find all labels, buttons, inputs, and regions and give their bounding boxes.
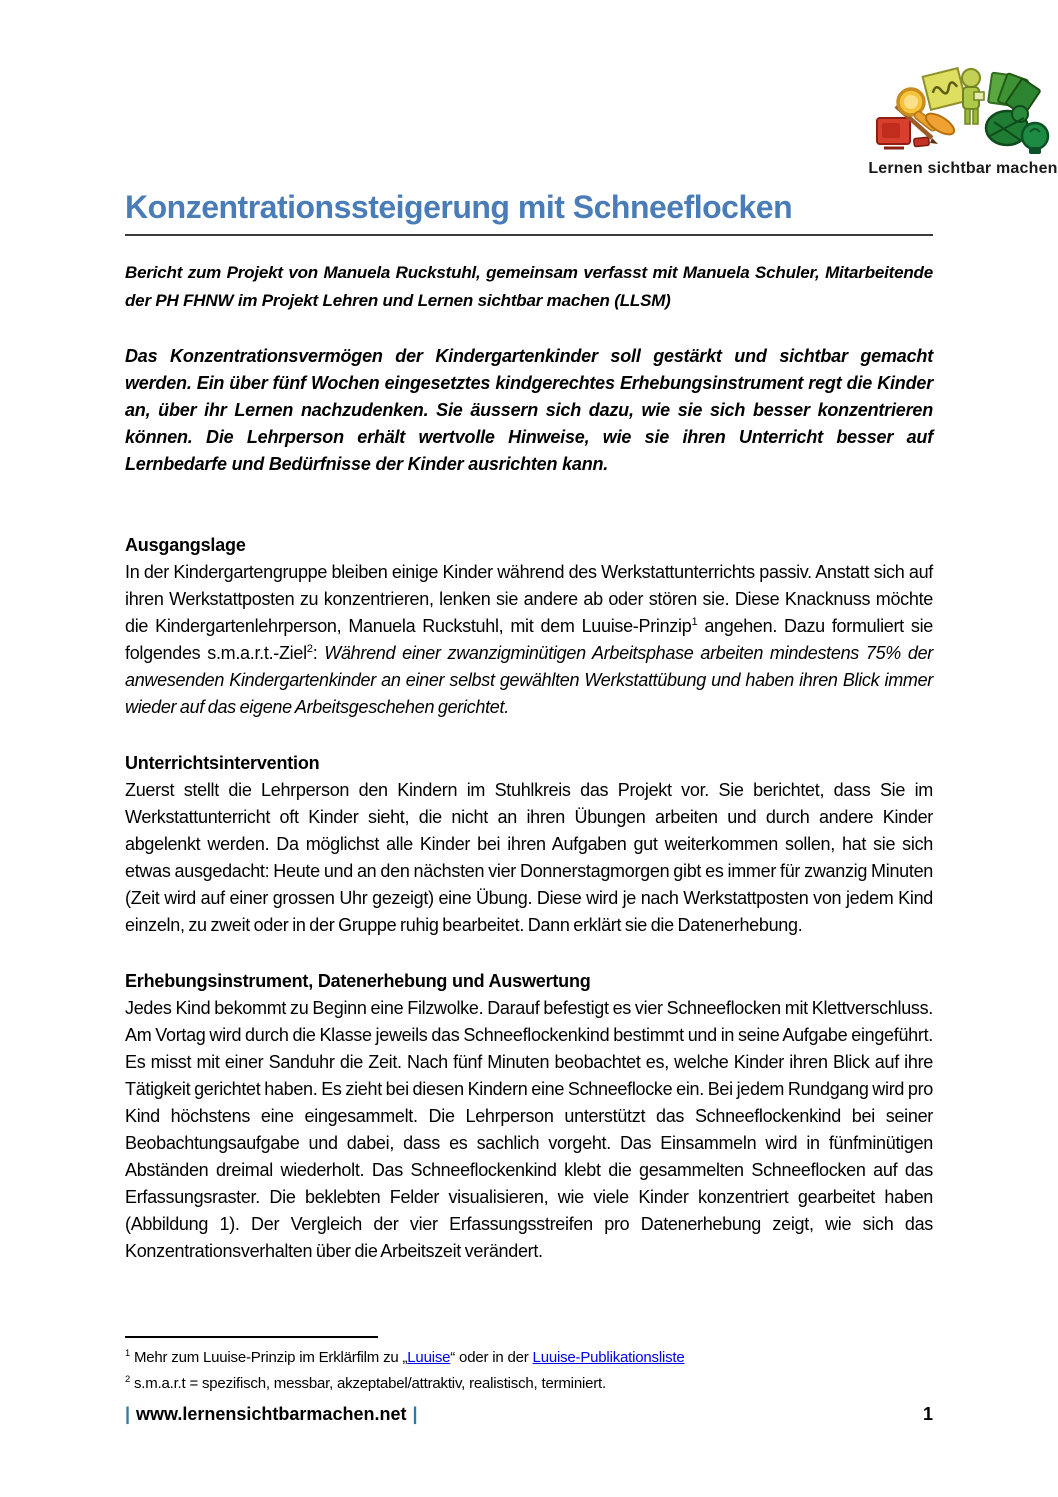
luuise-publikationsliste-link[interactable]: Luuise-Publikationsliste <box>532 1349 685 1366</box>
footnote-block <box>125 1336 933 1397</box>
logo-caption: Lernen sichtbar machen <box>868 160 1058 177</box>
page-number: 1 <box>922 1404 933 1424</box>
child-icon <box>962 69 984 124</box>
footnote-1 <box>125 1345 933 1371</box>
footnote-1-text-mid: “ oder in der <box>450 1349 533 1366</box>
section-erhebung <box>125 968 933 1265</box>
section-ausgangslage <box>125 532 933 721</box>
section-unterrichtsintervention <box>125 750 933 939</box>
page-title: Konzentrationssteigerung mit Schneeflocken <box>125 190 933 236</box>
byline: Bericht zum Projekt von Manuela Ruckstuhl, gemeinsam verfasst mit Manuela Schuler, Mitarbeitende der PH FHNW im Projekt Lehren und Lernen sichtbar machen (LLSM) <box>125 263 933 311</box>
section-heading-ausgangslage: Ausgangslage <box>125 535 246 556</box>
footer-url[interactable]: www.lernensichtbarmachen.net <box>136 1404 407 1424</box>
section-body-erhebung: Jedes Kind bekommt zu Beginn eine Filzwolke. Darauf befestigt es vier Schneeflocken mit Klettverschluss. Am Vortag wird durch die Klasse jeweils das Schneeflockenkind bestimmt und in seine Aufgabe eingeführt. Es misst mit einer Sanduhr die Zeit. Nach fünf Minuten beobachtet es, welche Kinder ihren Blick auf ihre Tätigkeit gerichtet haben. Es zieht bei diesen Kindern eine Schneeflocke ein. Bei jedem Rundgang wird pro Kind höchstens eine eingesammelt. Die Lehrperson unterstützt das Schneeflockenkind bei seiner Beobachtungsaufgabe und dabei, dass es sachlich vorgeht. Das Einsammeln wird in fünfminütigen Abständen dreimal wiederholt. Das Schneeflockenkind klebt die gesammelten Schneeflocken auf das Erfassungsraster. Die beklebten Felder visualisieren, wie viele Kinder konzentriert gearbeitet haben (Abbildung 1). Der Vergleich der vier Erfassungsstreifen pro Datenerhebung zeigt, wie sich das Konzentrationsverhalten über die Arbeitszeit verändert. <box>125 998 933 1262</box>
footnote-2 <box>125 1371 933 1397</box>
footnote-1-marker: 1 <box>125 1348 130 1358</box>
bulb-icon <box>1022 123 1048 154</box>
footer-pipe-right: | <box>412 1404 418 1424</box>
footnote-ref-1[interactable]: 1 <box>691 616 698 629</box>
page-footer <box>125 1404 933 1425</box>
footer-left <box>125 1404 418 1425</box>
footer-pipe-left: | <box>125 1404 131 1424</box>
title-block <box>125 0 933 236</box>
body-text: In der Kindergartengruppe bleiben einige Kinder während des Werkstattunterrichts passiv. Anstatt sich auf ihren Werkstattposten zu konzentrieren, lenken sie andere ab oder stören sie. Diese Knacknuss möchte die Kindergartenlehrperson, Manuela Ruckstuhl, mit dem Luuise-Prinzip <box>125 562 933 637</box>
section-body-unterrichtsintervention: Zuerst stellt die Lehrperson den Kindern im Stuhlkreis das Projekt vor. Sie berichtet, dass Sie im Werkstattunterricht oft Kinder sieht, die nicht an ihren Übungen arbeiten und durch andere Kinder abgelenkt werden. Da möglichst alle Kinder bei ihren Aufgaben gut weiterkommen sollen, hat sie sich etwas ausgedacht: Heute und an den nächsten vier Donnerstagmorgen gibt es immer für zwanzig Minuten (Zeit wird auf einer grossen Uhr gezeigt) eine Übung. Diese wird je nach Werkstattposten von jedem Kind einzeln, zu zweit oder in der Gruppe ruhig bearbeitet. Dann erklärt sie die Datenerhebung. <box>125 780 933 936</box>
body-text: : <box>312 643 325 664</box>
footnote-2-marker: 2 <box>125 1374 130 1384</box>
body-text: angehen. Dazu formuliert sie folgendes s.m.a.r.t.-Ziel <box>125 616 933 664</box>
smart-goal-text: Während einer zwanzigminütigen Arbeitsphase arbeiten mindestens 75% der anwesenden Kindergartenkinder an einer selbst gewählten Werkstattübung und haben ihren Blick immer wieder auf das eigene Arbeitsgeschehen gerichtet. <box>125 643 933 718</box>
section-body-ausgangslage <box>125 559 933 721</box>
section-heading-erhebung: Erhebungsinstrument, Datenerhebung und Auswertung <box>125 971 591 992</box>
footnote-2-text: s.m.a.r.t = spezifisch, messbar, akzeptabel/attraktiv, realistisch, terminiert. <box>129 1375 606 1392</box>
luuise-link[interactable]: Luuise <box>407 1349 451 1366</box>
footnote-separator <box>125 1336 378 1338</box>
section-heading-unterrichtsintervention: Unterrichtsintervention <box>125 753 320 774</box>
lead-paragraph: Das Konzentrationsvermögen der Kindergartenkinder soll gestärkt und sichtbar gemacht werden. Ein über fünf Wochen eingesetztes kindgerechtes Erhebungsinstrument regt die Kinder an, über ihr Lernen nachzudenken. Sie äussern sich dazu, wie sie sich besser konzentrieren können. Die Lehrperson erhält wertvolle Hinweise, wie sie ihren Unterricht besser auf Lernbedarfe und Bedürfnisse der Kinder ausrichten kann. <box>125 346 933 475</box>
footnote-1-text: Mehr zum Luuise-Prinzip im Erklärfilm zu „ <box>129 1349 408 1366</box>
footnote-ref-2[interactable]: 2 <box>306 643 313 656</box>
